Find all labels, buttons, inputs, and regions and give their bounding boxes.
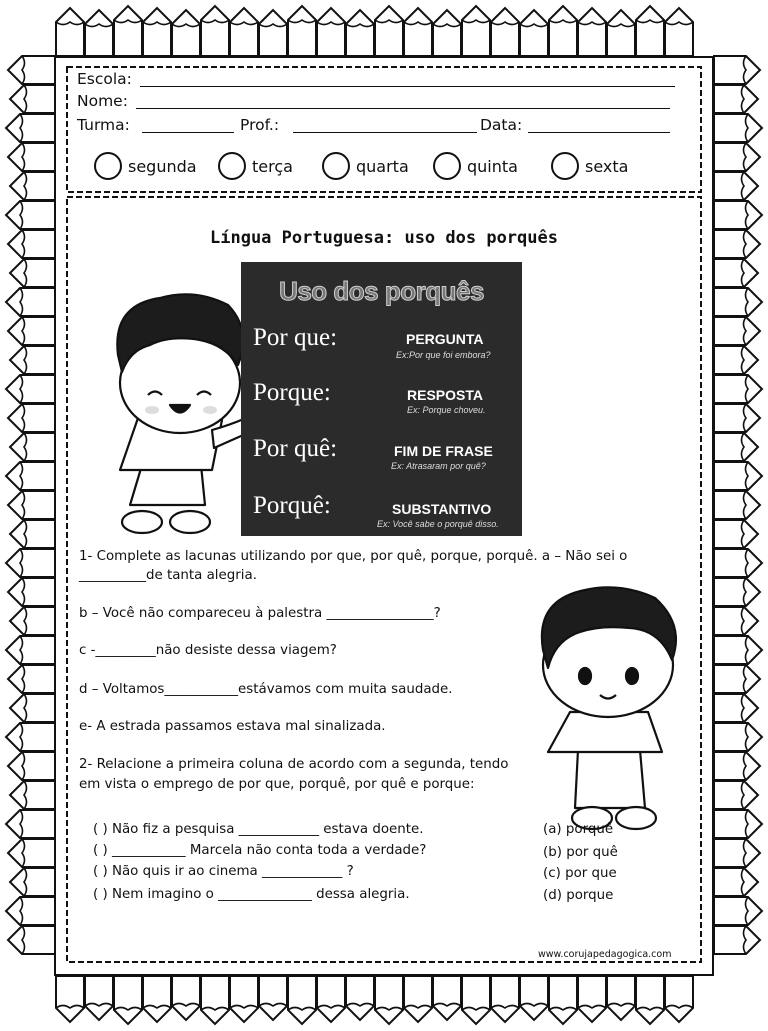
- turma-field[interactable]: [142, 132, 234, 133]
- pencil-icon: [714, 288, 762, 316]
- pencil-icon: [714, 926, 760, 954]
- pencil-icon: [714, 839, 760, 867]
- pencil-icon: [6, 375, 56, 403]
- pencil-icon: [8, 56, 56, 84]
- pencil-icon: [8, 491, 56, 519]
- pencil-icon: [714, 723, 762, 751]
- question-1-item-b: b – Você não compareceu à palestra ________________?: [79, 606, 441, 621]
- nome-field[interactable]: [136, 108, 670, 109]
- board-type-resposta: RESPOSTA: [407, 387, 483, 403]
- question-1-item-e: e- A estrada passamos estava mal sinalizada.: [79, 719, 386, 734]
- checkbox-circle-icon[interactable]: [433, 152, 461, 180]
- chalkboard-title: Uso dos porquês: [279, 276, 484, 306]
- pencil-icon: [6, 723, 56, 751]
- pencil-icon: [8, 839, 56, 867]
- pencil-icon: [714, 259, 758, 287]
- pencil-icon: [714, 578, 760, 606]
- pencil-icon: [714, 520, 758, 548]
- pencil-icon: [714, 114, 762, 142]
- escola-field[interactable]: [140, 86, 675, 87]
- pencil-icon: [714, 636, 762, 664]
- checkbox-circle-icon[interactable]: [551, 152, 579, 180]
- pencil-icon: [8, 578, 56, 606]
- pencil-icon: [10, 259, 56, 287]
- pencil-icon: [10, 346, 56, 374]
- board-example-2: Ex: Porque choveu.: [407, 405, 486, 415]
- pencil-icon: [433, 10, 461, 56]
- board-type-fim-de-frase: FIM DE FRASE: [394, 443, 493, 459]
- weekday-quarta[interactable]: quarta: [322, 152, 409, 180]
- escola-label: Escola:: [77, 70, 132, 88]
- pencil-icon: [433, 976, 461, 1020]
- board-example-4: Ex: Você sabe o porquê disso.: [377, 519, 499, 529]
- question-2-line-1: 2- Relacione a primeira coluna de acordo com a segunda, tendo: [79, 757, 509, 772]
- pencil-icon: [6, 201, 56, 229]
- pencil-icon: [714, 317, 760, 345]
- pencil-icon: [714, 897, 762, 925]
- pencil-icon: [714, 752, 760, 780]
- pencil-icon: [85, 976, 113, 1020]
- pencil-icon: [259, 976, 287, 1020]
- turma-label: Turma:: [77, 116, 130, 134]
- pencil-icon: [375, 976, 403, 1024]
- data-field[interactable]: [528, 132, 670, 133]
- question-2-option-c: (c) por que: [543, 866, 617, 881]
- board-example-3: Ex: Atrasaram por quê?: [391, 461, 486, 471]
- question-1-item-c: c -_________não desiste dessa viagem?: [79, 643, 337, 658]
- pencil-icon: [85, 10, 113, 56]
- pencil-icon: [491, 8, 519, 56]
- pencil-icon: [549, 6, 577, 56]
- pencil-icon: [288, 6, 316, 56]
- board-type-substantivo: SUBSTANTIVO: [392, 501, 492, 517]
- pencil-icon: [636, 976, 664, 1024]
- pencil-icon: [10, 781, 56, 809]
- pencil-icon: [714, 694, 758, 722]
- page-title: Língua Portuguesa: uso dos porquês: [210, 228, 558, 248]
- pencil-icon: [143, 976, 171, 1022]
- question-2-item-4: ( ) Nem imagino o ______________ dessa alegria.: [93, 887, 410, 902]
- nome-label: Nome:: [77, 92, 128, 110]
- pencil-icon: [714, 433, 758, 461]
- pencil-icon: [8, 317, 56, 345]
- question-2-line-2: em vista o emprego de por que, porquê, por quê e porque:: [79, 777, 475, 792]
- pencil-icon: [714, 375, 762, 403]
- pencil-icon: [201, 976, 229, 1024]
- pencil-icon: [10, 433, 56, 461]
- pencil-icon: [10, 85, 56, 113]
- pencil-icon: [520, 10, 548, 56]
- pencil-icon: [10, 868, 56, 896]
- pencil-icon: [56, 976, 84, 1022]
- pencil-icon: [230, 976, 258, 1022]
- pencil-icon: [10, 607, 56, 635]
- pencil-icon: [462, 976, 490, 1024]
- pencil-icon: [6, 897, 56, 925]
- pencil-icon: [714, 491, 760, 519]
- question-2-option-a: (a) porquê: [543, 822, 614, 837]
- website-credit: www.corujapedagogica.com: [538, 949, 672, 960]
- pencil-icon: [491, 976, 519, 1022]
- pencil-icon: [317, 976, 345, 1022]
- pencil-icon: [10, 694, 56, 722]
- pencil-icon: [714, 462, 762, 490]
- pencil-icon: [636, 6, 664, 56]
- pencil-icon: [6, 810, 56, 838]
- data-label: Data:: [480, 116, 523, 134]
- pencil-icon: [6, 288, 56, 316]
- pencil-icon: [714, 549, 762, 577]
- board-form-porque-acento: Porquê:: [253, 492, 331, 519]
- pencil-icon: [8, 404, 56, 432]
- pencil-icon: [607, 10, 635, 56]
- pencil-icon: [288, 976, 316, 1024]
- pencil-icon: [714, 810, 762, 838]
- pencil-icon: [10, 520, 56, 548]
- weekday-terca[interactable]: terça: [218, 152, 293, 180]
- board-type-pergunta: PERGUNTA: [406, 331, 484, 347]
- pencil-icon: [172, 976, 200, 1020]
- pencil-icon: [714, 143, 760, 171]
- prof-label: Prof.:: [240, 116, 280, 134]
- pencil-icon: [114, 6, 142, 56]
- weekday-sexta[interactable]: sexta: [551, 152, 628, 180]
- question-1-line-1: 1- Complete as lacunas utilizando por que, por quê, porque, porquê. a – Não sei o: [79, 549, 628, 564]
- pencil-icon: [714, 346, 758, 374]
- pencil-icon: [172, 10, 200, 56]
- chalkboard: [241, 262, 522, 536]
- pencil-icon: [10, 172, 56, 200]
- pencil-icon: [714, 85, 758, 113]
- checkbox-circle-icon[interactable]: [322, 152, 350, 180]
- pencil-icon: [520, 976, 548, 1020]
- pencil-icon: [201, 6, 229, 56]
- pencil-icon: [714, 172, 758, 200]
- pencil-icon: [375, 6, 403, 56]
- pencil-icon: [714, 781, 758, 809]
- pencil-icon: [230, 8, 258, 56]
- question-2-option-d: (d) porque: [543, 888, 614, 903]
- pencil-icon: [259, 10, 287, 56]
- weekday-quinta[interactable]: quinta: [433, 152, 518, 180]
- board-form-por-que-acento: Por quê:: [253, 435, 338, 462]
- pencil-icon: [346, 976, 374, 1020]
- pencil-icon: [714, 607, 758, 635]
- prof-field[interactable]: [293, 132, 477, 133]
- question-1-line-2: __________de tanta alegria.: [79, 568, 257, 583]
- pencil-icon: [714, 868, 758, 896]
- question-2-option-b: (b) por quê: [543, 845, 618, 860]
- question-2-item-2: ( ) ___________ Marcela não conta toda a verdade?: [93, 843, 427, 858]
- pencil-icon: [714, 665, 760, 693]
- pencil-icon: [404, 8, 432, 56]
- pencil-icon: [8, 752, 56, 780]
- pencil-icon: [578, 8, 606, 56]
- question-2-item-1: ( ) Não fiz a pesquisa ____________ estava doente.: [93, 822, 424, 837]
- board-example-1: Ex:Por que foi embora?: [396, 350, 491, 360]
- pencil-icon: [317, 8, 345, 56]
- pencil-icon: [143, 8, 171, 56]
- pencil-border-top: [56, 6, 693, 56]
- pencil-icon: [346, 10, 374, 56]
- pencil-icon: [8, 665, 56, 693]
- board-form-por-que: Por que:: [253, 324, 338, 351]
- pencil-icon: [665, 8, 693, 56]
- weekday-segunda[interactable]: segunda: [94, 152, 197, 180]
- checkbox-circle-icon[interactable]: [94, 152, 122, 180]
- board-form-porque: Porque:: [253, 379, 331, 406]
- pencil-border-bottom: [56, 976, 693, 1024]
- pencil-icon: [462, 6, 490, 56]
- pencil-icon: [6, 114, 56, 142]
- checkbox-circle-icon[interactable]: [218, 152, 246, 180]
- pencil-icon: [607, 976, 635, 1020]
- pencil-icon: [578, 976, 606, 1022]
- question-2-item-3: ( ) Não quis ir ao cinema ____________ ?: [93, 864, 354, 879]
- pencil-icon: [6, 549, 56, 577]
- pencil-icon: [714, 201, 762, 229]
- pencil-icon: [56, 8, 84, 56]
- pencil-icon: [549, 976, 577, 1024]
- pencil-icon: [114, 976, 142, 1024]
- pencil-border-left: [6, 56, 56, 954]
- question-1-item-d: d – Voltamos___________estávamos com muita saudade.: [79, 682, 453, 697]
- pencil-icon: [8, 926, 56, 954]
- pencil-icon: [8, 143, 56, 171]
- pencil-icon: [6, 636, 56, 664]
- pencil-icon: [714, 56, 760, 84]
- pencil-icon: [404, 976, 432, 1022]
- pencil-icon: [665, 976, 693, 1022]
- pencil-border-right: [714, 56, 762, 954]
- pencil-icon: [6, 462, 56, 490]
- pencil-icon: [714, 404, 760, 432]
